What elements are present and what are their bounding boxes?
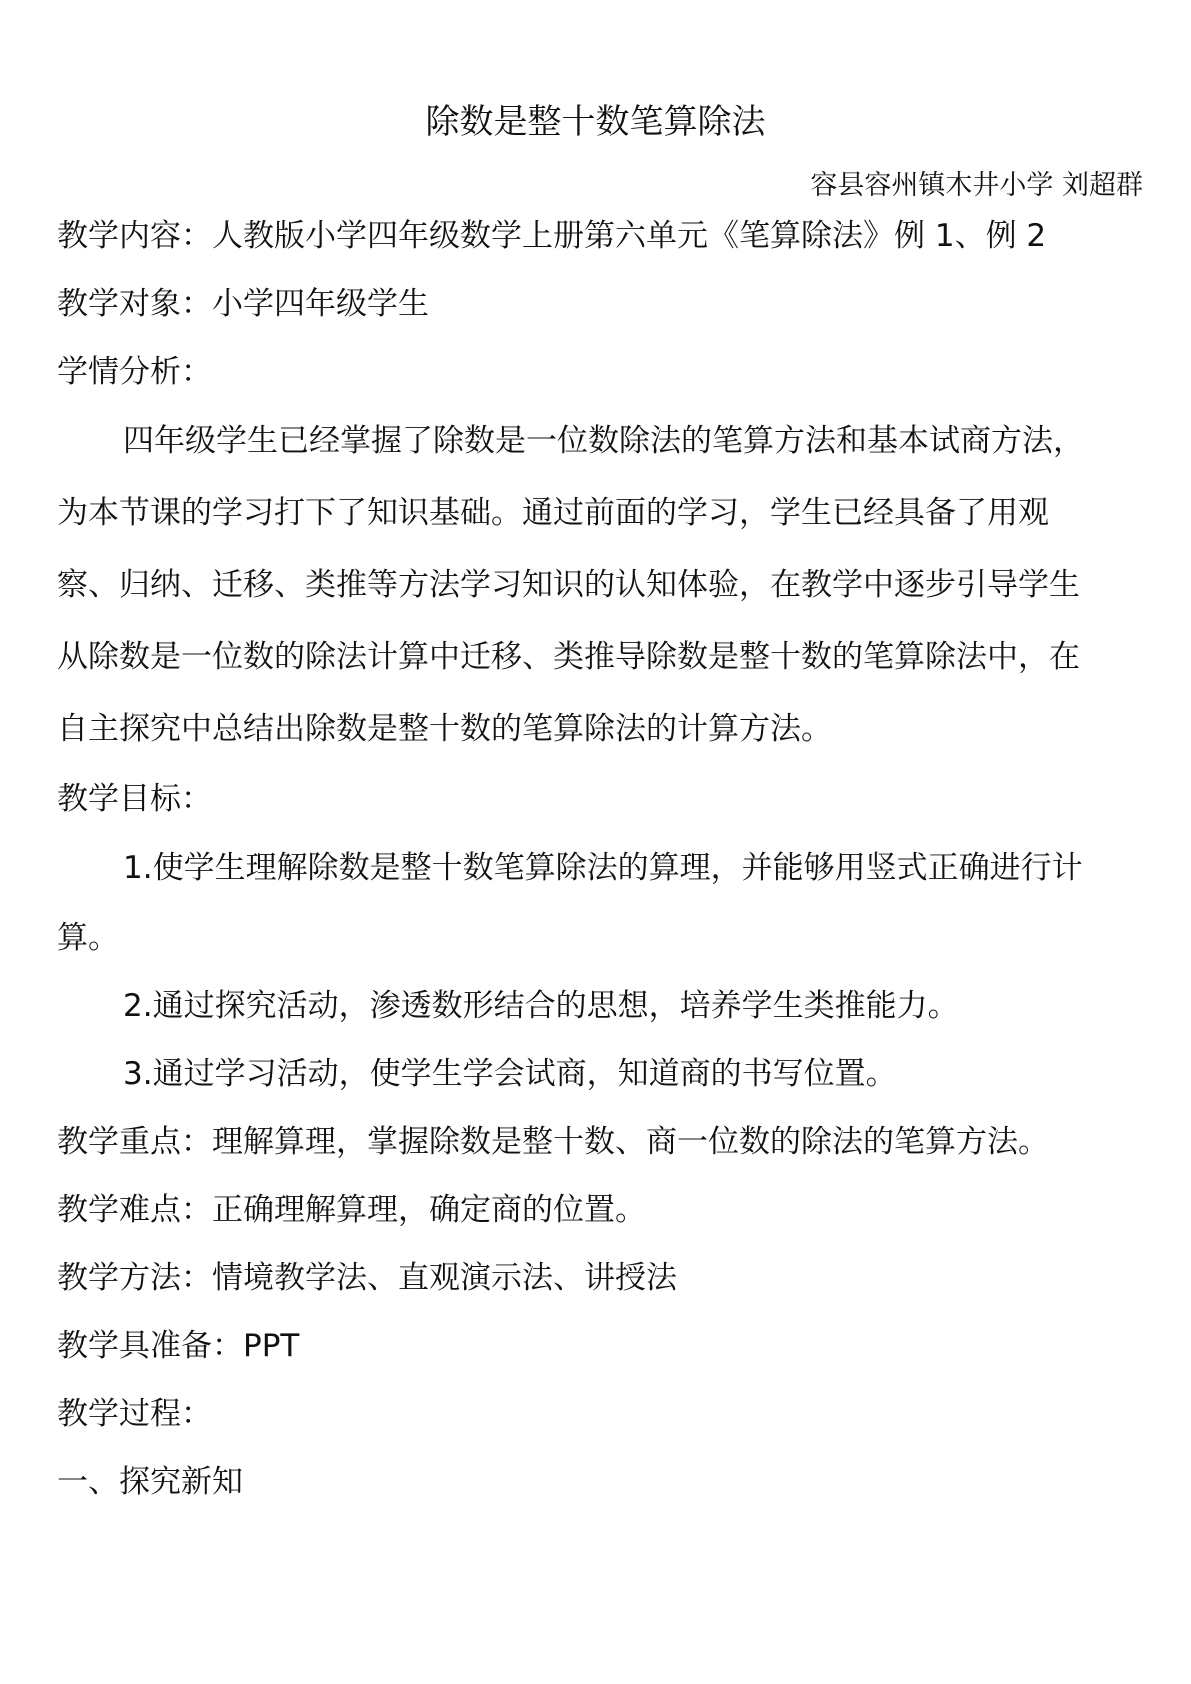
- teaching-content: 教学内容：人教版小学四年级数学上册第六单元《笔算除法》例 1、例 2: [57, 218, 1047, 254]
- analysis-paragraph-line: 察、归纳、迁移、类推等方法学习知识的认知体验，在教学中逐步引导学生: [57, 567, 1080, 603]
- author-line: 容县容州镇木井小学 刘超群: [810, 170, 1143, 201]
- goals-heading: 教学目标：: [57, 781, 212, 817]
- analysis-paragraph-line: 从除数是一位数的除法计算中迁移、类推导除数是整十数的笔算除法中，在: [57, 639, 1080, 675]
- goal-item: 2.通过探究活动，渗透数形结合的思想，培养学生类推能力。: [123, 988, 959, 1024]
- analysis-paragraph-line: 四年级学生已经掌握了除数是一位数除法的笔算方法和基本试商方法，: [123, 423, 1084, 459]
- section-heading: 一、探究新知: [57, 1464, 243, 1500]
- goal-item-continuation: 算。: [57, 920, 119, 956]
- process-heading: 教学过程：: [57, 1396, 212, 1432]
- goal-item: 3.通过学习活动，使学生学会试商，知道商的书写位置。: [123, 1056, 897, 1092]
- analysis-paragraph-line: 自主探究中总结出除数是整十数的笔算除法的计算方法。: [57, 711, 832, 747]
- key-point: 教学重点：理解算理，掌握除数是整十数、商一位数的除法的笔算方法。: [57, 1124, 1049, 1160]
- analysis-heading: 学情分析：: [57, 354, 212, 390]
- teaching-method: 教学方法：情境教学法、直观演示法、讲授法: [57, 1260, 677, 1296]
- difficulty: 教学难点：正确理解算理，确定商的位置。: [57, 1192, 646, 1228]
- teaching-tools: 教学具准备：PPT: [57, 1328, 300, 1364]
- goal-item: 1.使学生理解除数是整十数笔算除法的算理，并能够用竖式正确进行计: [123, 850, 1083, 886]
- analysis-paragraph-line: 为本节课的学习打下了知识基础。通过前面的学习，学生已经具备了用观: [57, 495, 1049, 531]
- document-title: 除数是整十数笔算除法: [425, 102, 766, 142]
- teaching-audience: 教学对象：小学四年级学生: [57, 286, 429, 322]
